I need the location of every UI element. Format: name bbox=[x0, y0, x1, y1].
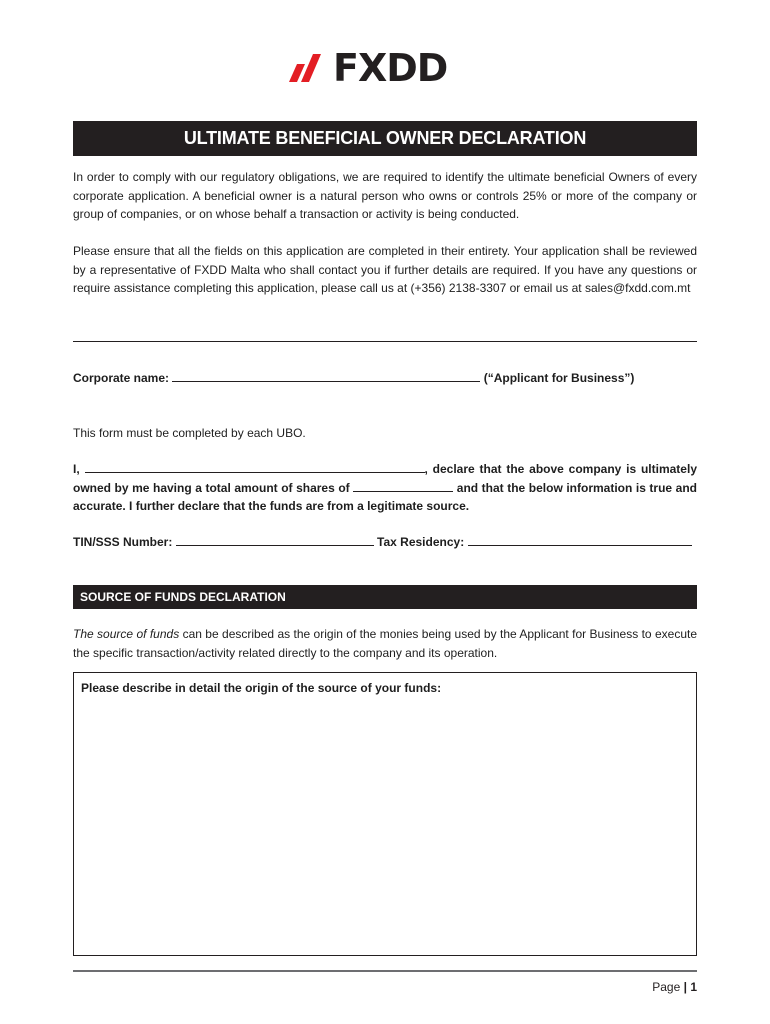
footer-divider bbox=[73, 970, 697, 972]
source-of-funds-italic: The source of funds bbox=[73, 627, 180, 641]
declaration-text-2: and that the below information is true and accurate. I further declare that the funds are from a legitimate source. bbox=[73, 480, 697, 513]
tax-residency-field[interactable] bbox=[468, 533, 692, 546]
intro-paragraph-1: In order to comply with our regulatory obligations, we are required to identify the ultimate beneficial Owners of every corporate application. A beneficial owner is a natural person who owns or controls 25% or more of the company or group of companies, or on whose behalf a transaction or activity is being conducted. bbox=[73, 170, 697, 221]
source-of-funds-rest: can be described as the origin of the monies being used by the Applicant for Business to execute the specific transaction/activity related directly to the company and its operation. bbox=[73, 627, 697, 660]
declarant-name-field[interactable] bbox=[85, 460, 425, 473]
page-title: ULTIMATE BENEFICIAL OWNER DECLARATION bbox=[73, 121, 697, 156]
page-label: Page bbox=[652, 980, 681, 994]
tin-label: TIN/SSS Number: bbox=[73, 535, 173, 549]
source-of-funds-box-label: Please describe in detail the origin of the source of your funds: bbox=[81, 681, 442, 695]
corporate-name-suffix: (“Applicant for Business”) bbox=[483, 371, 635, 385]
logo-text: FXDD bbox=[333, 46, 448, 90]
corporate-name-field[interactable] bbox=[172, 369, 480, 382]
corporate-name-label: Corporate name: bbox=[73, 371, 170, 385]
page-number bbox=[652, 980, 697, 994]
source-of-funds-description bbox=[73, 625, 697, 662]
shares-amount-field[interactable] bbox=[353, 479, 453, 492]
page-number-value: 1 bbox=[690, 980, 697, 994]
declaration-prefix: I, bbox=[73, 462, 80, 476]
source-of-funds-header: SOURCE OF FUNDS DECLARATION bbox=[73, 585, 697, 609]
intro-paragraph-2: Please ensure that all the fields on this application are completed in their entirety. Your application shall be reviewed by a representative of FXDD Malta who shall contact you if further details are required. If you have any questions or require assistance completing this application, please call us at (+356) 2138-3307 or email us at sales@fxdd.com.mt bbox=[73, 244, 697, 295]
declaration-text-1: , declare that the above company is ultimately owned by me having a total amount of shares of bbox=[73, 462, 697, 495]
tin-field[interactable] bbox=[176, 533, 374, 546]
source-of-funds-box[interactable] bbox=[73, 672, 697, 956]
fxdd-logo-mark-icon bbox=[287, 50, 337, 86]
divider bbox=[73, 341, 697, 342]
fxdd-logo bbox=[287, 46, 448, 90]
ubo-note: This form must be completed by each UBO. bbox=[73, 426, 306, 440]
tin-row bbox=[73, 533, 697, 552]
tax-residency-label: Tax Residency: bbox=[377, 535, 465, 549]
corporate-name-row bbox=[73, 369, 697, 388]
page-separator: | bbox=[683, 980, 687, 994]
declaration-paragraph bbox=[73, 460, 697, 516]
